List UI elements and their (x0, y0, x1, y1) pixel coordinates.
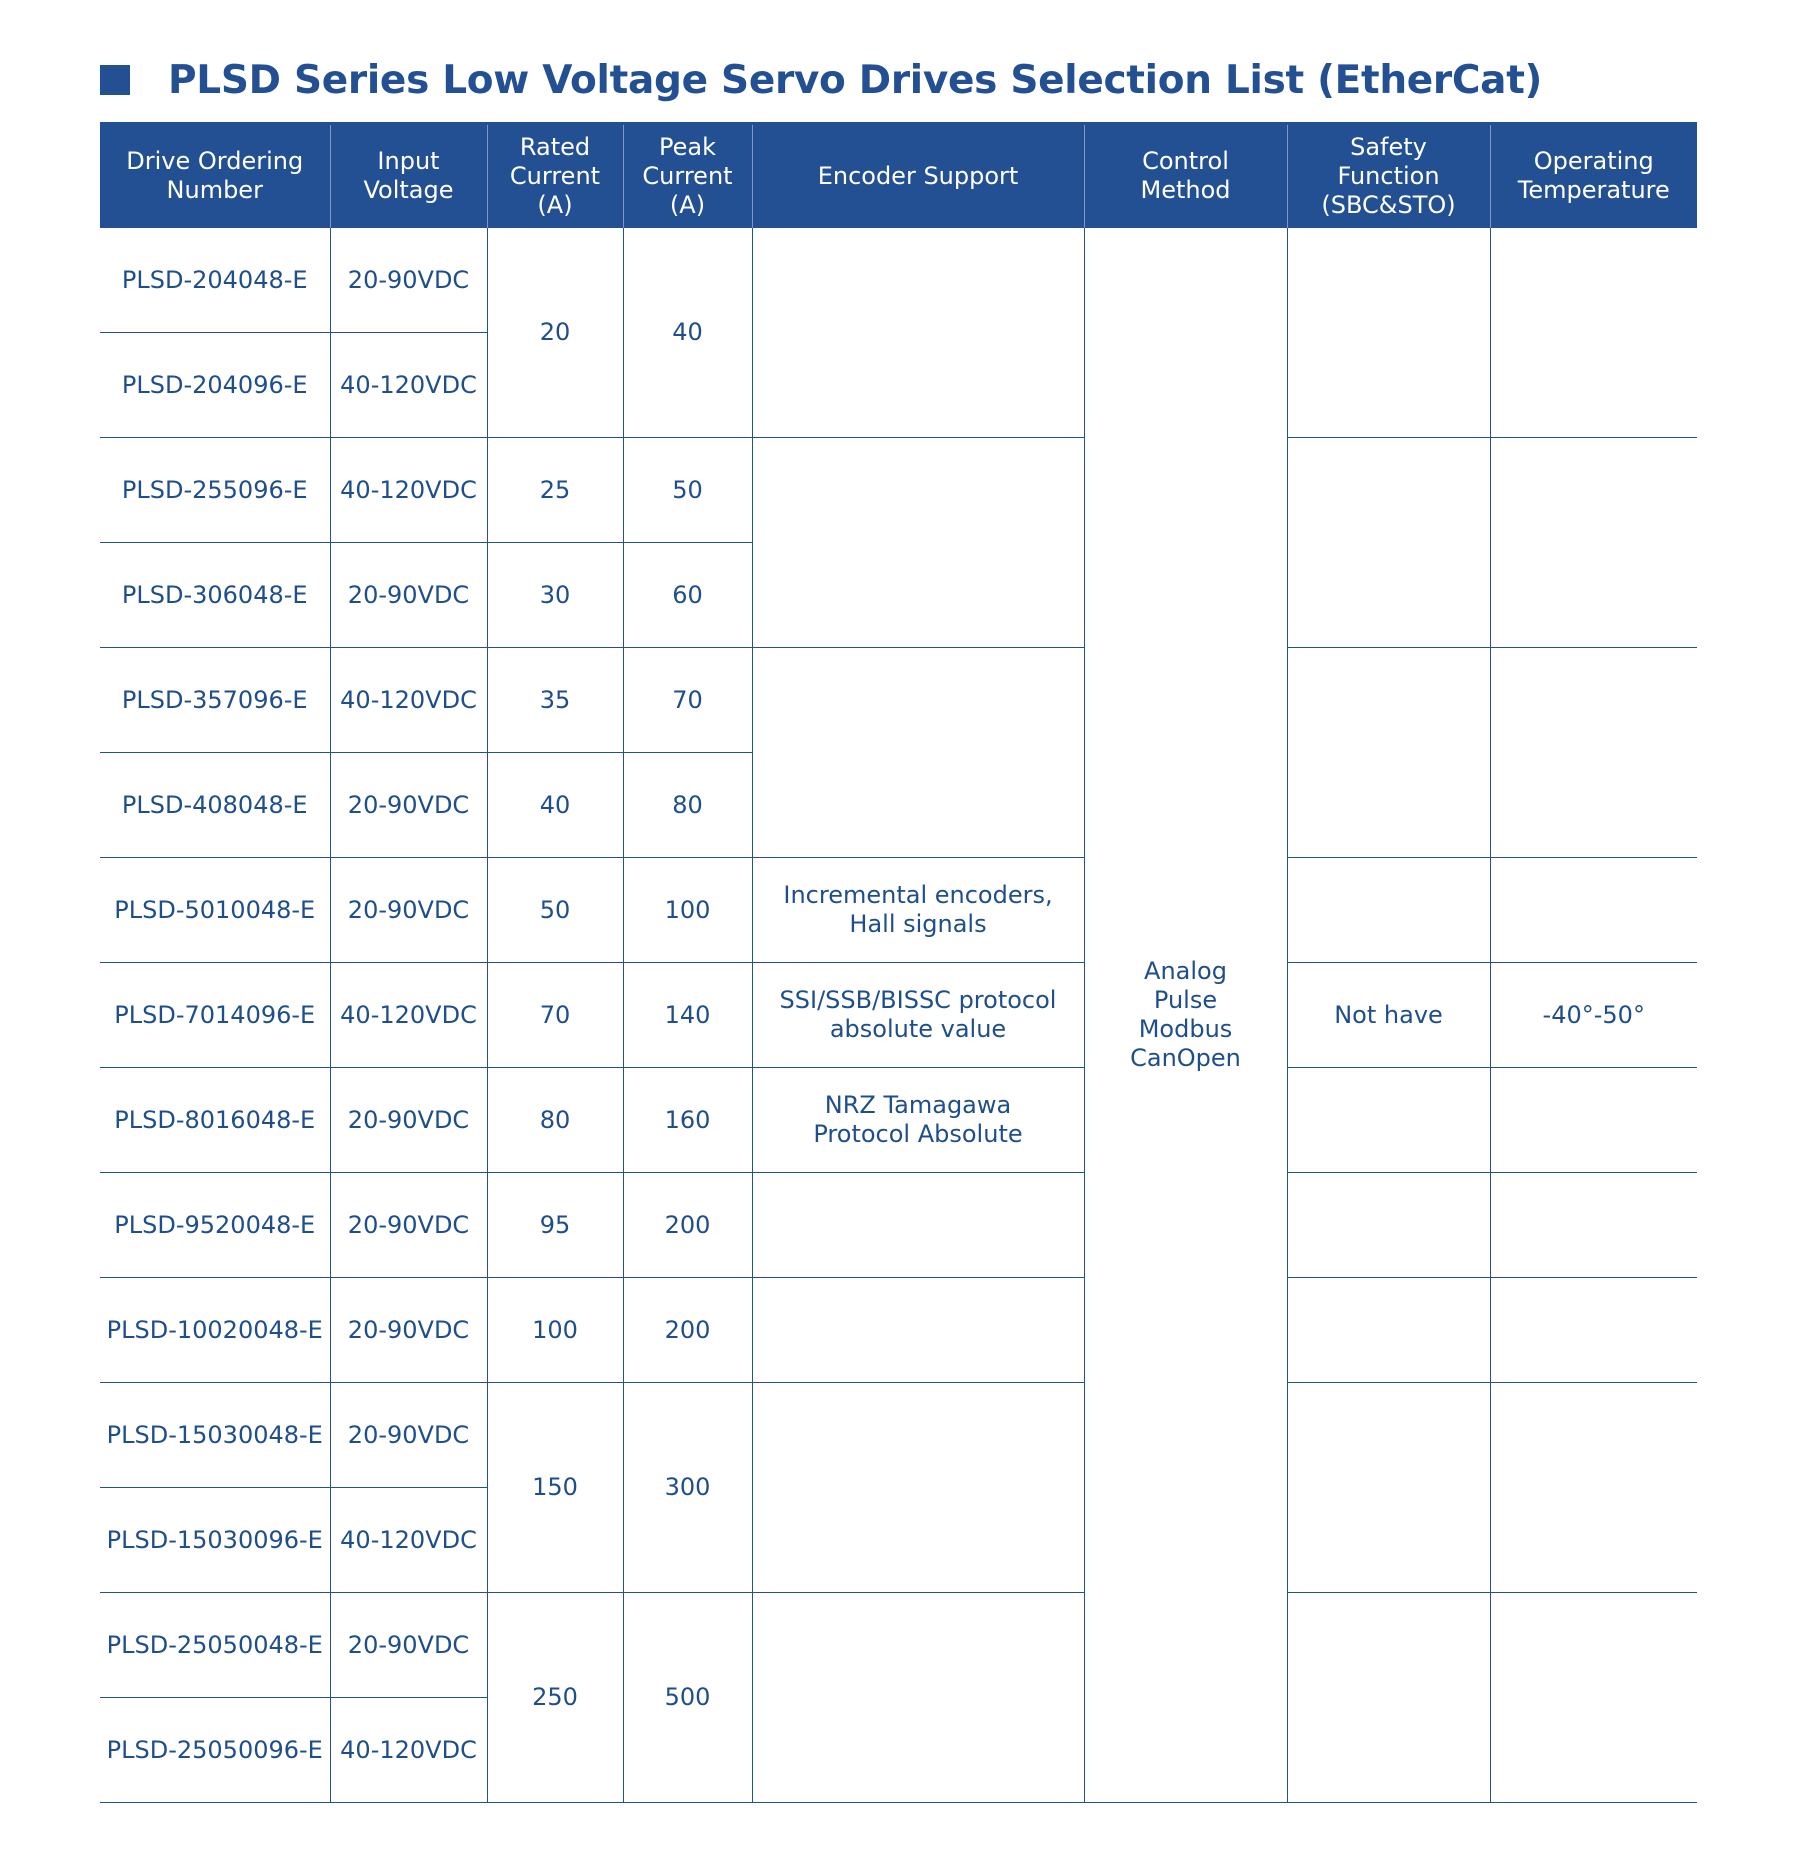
header-drive-ordering-number: Drive Ordering Number (100, 124, 330, 228)
header-peak-current: Peak Current (A) (623, 124, 752, 228)
table-row (100, 1593, 1697, 1698)
cell-model: PLSD-7014096-E (100, 963, 330, 1068)
cell-safety-empty (1287, 1068, 1490, 1173)
cell-temperature-empty (1490, 1068, 1697, 1173)
cell-voltage: 20-90VDC (330, 753, 487, 858)
cell-temperature-empty (1490, 1593, 1697, 1803)
table-row (100, 438, 1697, 543)
cell-model: PLSD-204096-E (100, 333, 330, 438)
table-row (100, 963, 1697, 1068)
cell-model: PLSD-408048-E (100, 753, 330, 858)
cell-voltage: 40-120VDC (330, 438, 487, 543)
cell-safety-empty (1287, 1173, 1490, 1278)
cell-temperature-empty (1490, 858, 1697, 963)
cell-peak-current: 40 (623, 228, 752, 438)
cell-encoder-empty (752, 228, 1084, 438)
cell-temperature-empty (1490, 1383, 1697, 1593)
cell-voltage: 20-90VDC (330, 1068, 487, 1173)
cell-encoder-empty (752, 1593, 1084, 1803)
cell-encoder-empty (752, 1278, 1084, 1383)
table-row (100, 1278, 1697, 1383)
cell-model: PLSD-255096-E (100, 438, 330, 543)
cell-rated-current: 150 (487, 1383, 623, 1593)
cell-peak-current: 80 (623, 753, 752, 858)
cell-encoder-empty (752, 1383, 1084, 1593)
cell-peak-current: 100 (623, 858, 752, 963)
cell-rated-current: 30 (487, 543, 623, 648)
table-row (100, 648, 1697, 753)
cell-peak-current: 70 (623, 648, 752, 753)
cell-rated-current: 100 (487, 1278, 623, 1383)
selection-table (100, 122, 1697, 1803)
cell-rated-current: 35 (487, 648, 623, 753)
table-header-row (100, 124, 1697, 228)
cell-voltage: 20-90VDC (330, 543, 487, 648)
cell-safety-empty (1287, 648, 1490, 858)
cell-safety-empty (1287, 228, 1490, 438)
cell-peak-current: 50 (623, 438, 752, 543)
cell-voltage: 40-120VDC (330, 963, 487, 1068)
cell-voltage: 20-90VDC (330, 1173, 487, 1278)
cell-rated-current: 95 (487, 1173, 623, 1278)
cell-rated-current: 80 (487, 1068, 623, 1173)
cell-model: PLSD-15030096-E (100, 1488, 330, 1593)
cell-voltage: 40-120VDC (330, 1698, 487, 1803)
cell-rated-current: 70 (487, 963, 623, 1068)
cell-peak-current: 500 (623, 1593, 752, 1803)
cell-model: PLSD-25050096-E (100, 1698, 330, 1803)
cell-encoder-incremental: Incremental encoders, Hall signals (752, 858, 1084, 963)
header-safety-function: Safety Function (SBC&STO) (1287, 124, 1490, 228)
cell-model: PLSD-25050048-E (100, 1593, 330, 1698)
cell-model: PLSD-306048-E (100, 543, 330, 648)
cell-model: PLSD-9520048-E (100, 1173, 330, 1278)
cell-rated-current: 40 (487, 753, 623, 858)
cell-temperature-empty (1490, 438, 1697, 648)
cell-voltage: 20-90VDC (330, 1593, 487, 1698)
cell-operating-temperature: -40°-50° (1490, 963, 1697, 1068)
cell-rated-current: 50 (487, 858, 623, 963)
cell-safety-empty (1287, 858, 1490, 963)
cell-safety-function: Not have (1287, 963, 1490, 1068)
table-row (100, 228, 1697, 333)
cell-temperature-empty (1490, 1173, 1697, 1278)
cell-rated-current: 20 (487, 228, 623, 438)
cell-peak-current: 60 (623, 543, 752, 648)
cell-safety-empty (1287, 438, 1490, 648)
cell-voltage: 20-90VDC (330, 858, 487, 963)
cell-voltage: 40-120VDC (330, 1488, 487, 1593)
header-operating-temperature: Operating Temperature (1490, 124, 1697, 228)
cell-voltage: 20-90VDC (330, 228, 487, 333)
cell-rated-current: 25 (487, 438, 623, 543)
cell-voltage: 40-120VDC (330, 648, 487, 753)
cell-safety-empty (1287, 1593, 1490, 1803)
cell-model: PLSD-8016048-E (100, 1068, 330, 1173)
table-row (100, 1383, 1697, 1488)
cell-safety-empty (1287, 1383, 1490, 1593)
cell-control-method: Analog Pulse Modbus CanOpen (1084, 228, 1287, 1803)
cell-peak-current: 140 (623, 963, 752, 1068)
page-title-bar (100, 50, 1542, 110)
page-title: PLSD Series Low Voltage Servo Drives Selection List (EtherCat) (168, 57, 1543, 103)
cell-model: PLSD-15030048-E (100, 1383, 330, 1488)
table-row (100, 858, 1697, 963)
cell-temperature-empty (1490, 648, 1697, 858)
cell-safety-empty (1287, 1278, 1490, 1383)
cell-peak-current: 200 (623, 1278, 752, 1383)
cell-voltage: 40-120VDC (330, 333, 487, 438)
table-row (100, 1068, 1697, 1173)
cell-voltage: 20-90VDC (330, 1383, 487, 1488)
header-control-method: Control Method (1084, 124, 1287, 228)
cell-temperature-empty (1490, 1278, 1697, 1383)
table-row (100, 1173, 1697, 1278)
header-encoder-support: Encoder Support (752, 124, 1084, 228)
cell-encoder-ssi: SSI/SSB/BISSC protocol absolute value (752, 963, 1084, 1068)
cell-model: PLSD-5010048-E (100, 858, 330, 963)
cell-encoder-nrz: NRZ Tamagawa Protocol Absolute (752, 1068, 1084, 1173)
cell-encoder-empty (752, 648, 1084, 858)
cell-encoder-empty (752, 1173, 1084, 1278)
cell-rated-current: 250 (487, 1593, 623, 1803)
header-input-voltage: Input Voltage (330, 124, 487, 228)
cell-peak-current: 300 (623, 1383, 752, 1593)
cell-encoder-empty (752, 438, 1084, 648)
title-square-icon (100, 65, 130, 95)
cell-model: PLSD-10020048-E (100, 1278, 330, 1383)
cell-peak-current: 200 (623, 1173, 752, 1278)
cell-peak-current: 160 (623, 1068, 752, 1173)
cell-model: PLSD-357096-E (100, 648, 330, 753)
cell-voltage: 20-90VDC (330, 1278, 487, 1383)
cell-model: PLSD-204048-E (100, 228, 330, 333)
cell-temperature-empty (1490, 228, 1697, 438)
header-rated-current: Rated Current (A) (487, 124, 623, 228)
